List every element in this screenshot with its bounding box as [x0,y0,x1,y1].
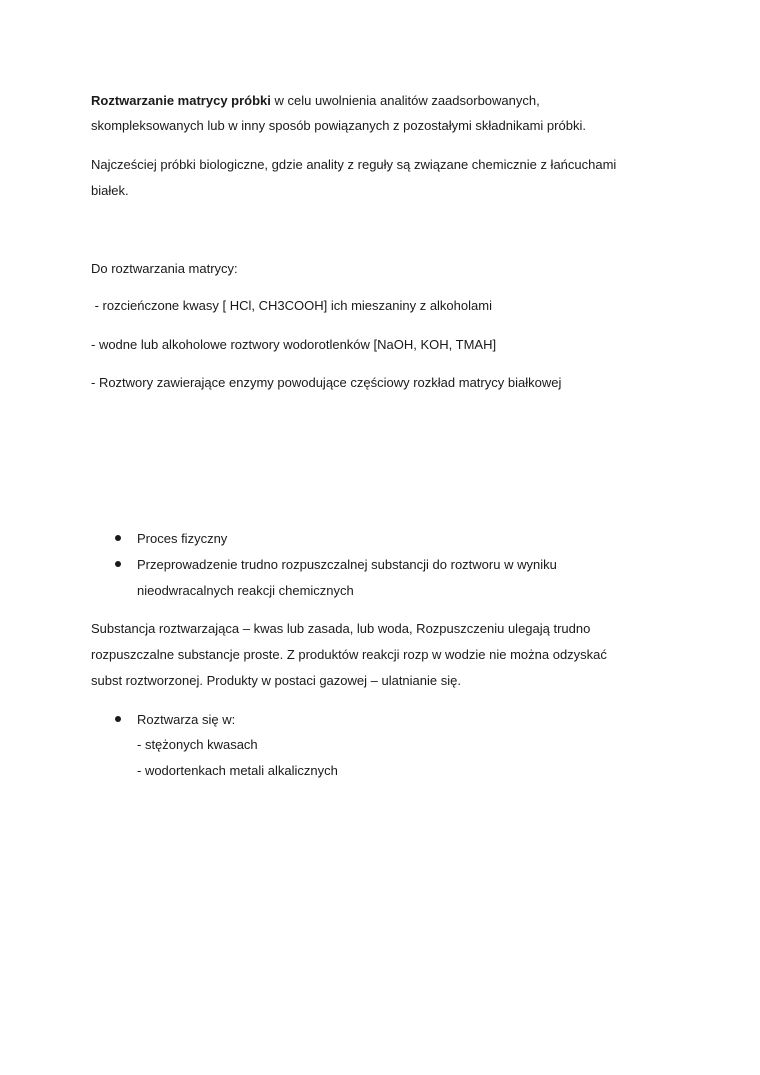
matrix-item-2: - wodne lub alkoholowe roztwory wodorotlenków [NaOH, KOH, TMAH] [91,337,497,352]
bullet-item-3-line-2: - stężonych kwasach [137,737,258,752]
paragraph-3-line-1: Substancja roztwarzająca – kwas lub zasada, lub woda, Rozpuszczeniu ulegają trudno [91,621,591,636]
paragraph-2-line-1: Najcześciej próbki biologiczne, gdzie anality z reguły są związane chemicznie z łańcuchami [91,157,617,172]
paragraph-1-bold-lead: Roztwarzanie matrycy próbki [91,93,271,108]
paragraph-3-line-3: subst roztworzonej. Produkty w postaci gazowej – ulatnianie się. [91,673,461,688]
bullet-item-3-line-1: Roztwarza się w: [137,712,236,727]
paragraph-1-line-2: skompleksowanych lub w inny sposób powiązanych z pozostałymi składnikami próbki. [91,118,586,133]
bullet-dot-icon [115,535,121,541]
bullet-item-2-line-2: nieodwracalnych reakcji chemicznych [137,583,354,598]
paragraph-2-line-2: białek. [91,183,129,198]
matrix-heading: Do roztwarzania matrycy: [91,261,238,276]
bullet-item-2-line-1: Przeprowadzenie trudno rozpuszczalnej substancji do roztworu w wyniku [137,557,557,572]
bullet-item-3-line-3: - wodortenkach metali alkalicznych [137,763,338,778]
bullet-item-1-text: Proces fizyczny [137,531,228,546]
paragraph-3-line-2: rozpuszczalne substancje proste. Z produktów reakcji rozp w wodzie nie można odzyskać [91,647,607,662]
matrix-item-3: - Roztwory zawierające enzymy powodujące częściowy rozkład matrycy białkowej [91,375,562,390]
bullet-dot-icon [115,561,121,567]
matrix-item-1: - rozcieńczone kwasy [ HCl, CH3COOH] ich mieszaniny z alkoholami [91,298,492,313]
bullet-dot-icon [115,716,121,722]
paragraph-1-line-1 [91,92,540,110]
paragraph-1-line-1-rest: w celu uwolnienia analitów zaadsorbowanych, [270,93,540,108]
